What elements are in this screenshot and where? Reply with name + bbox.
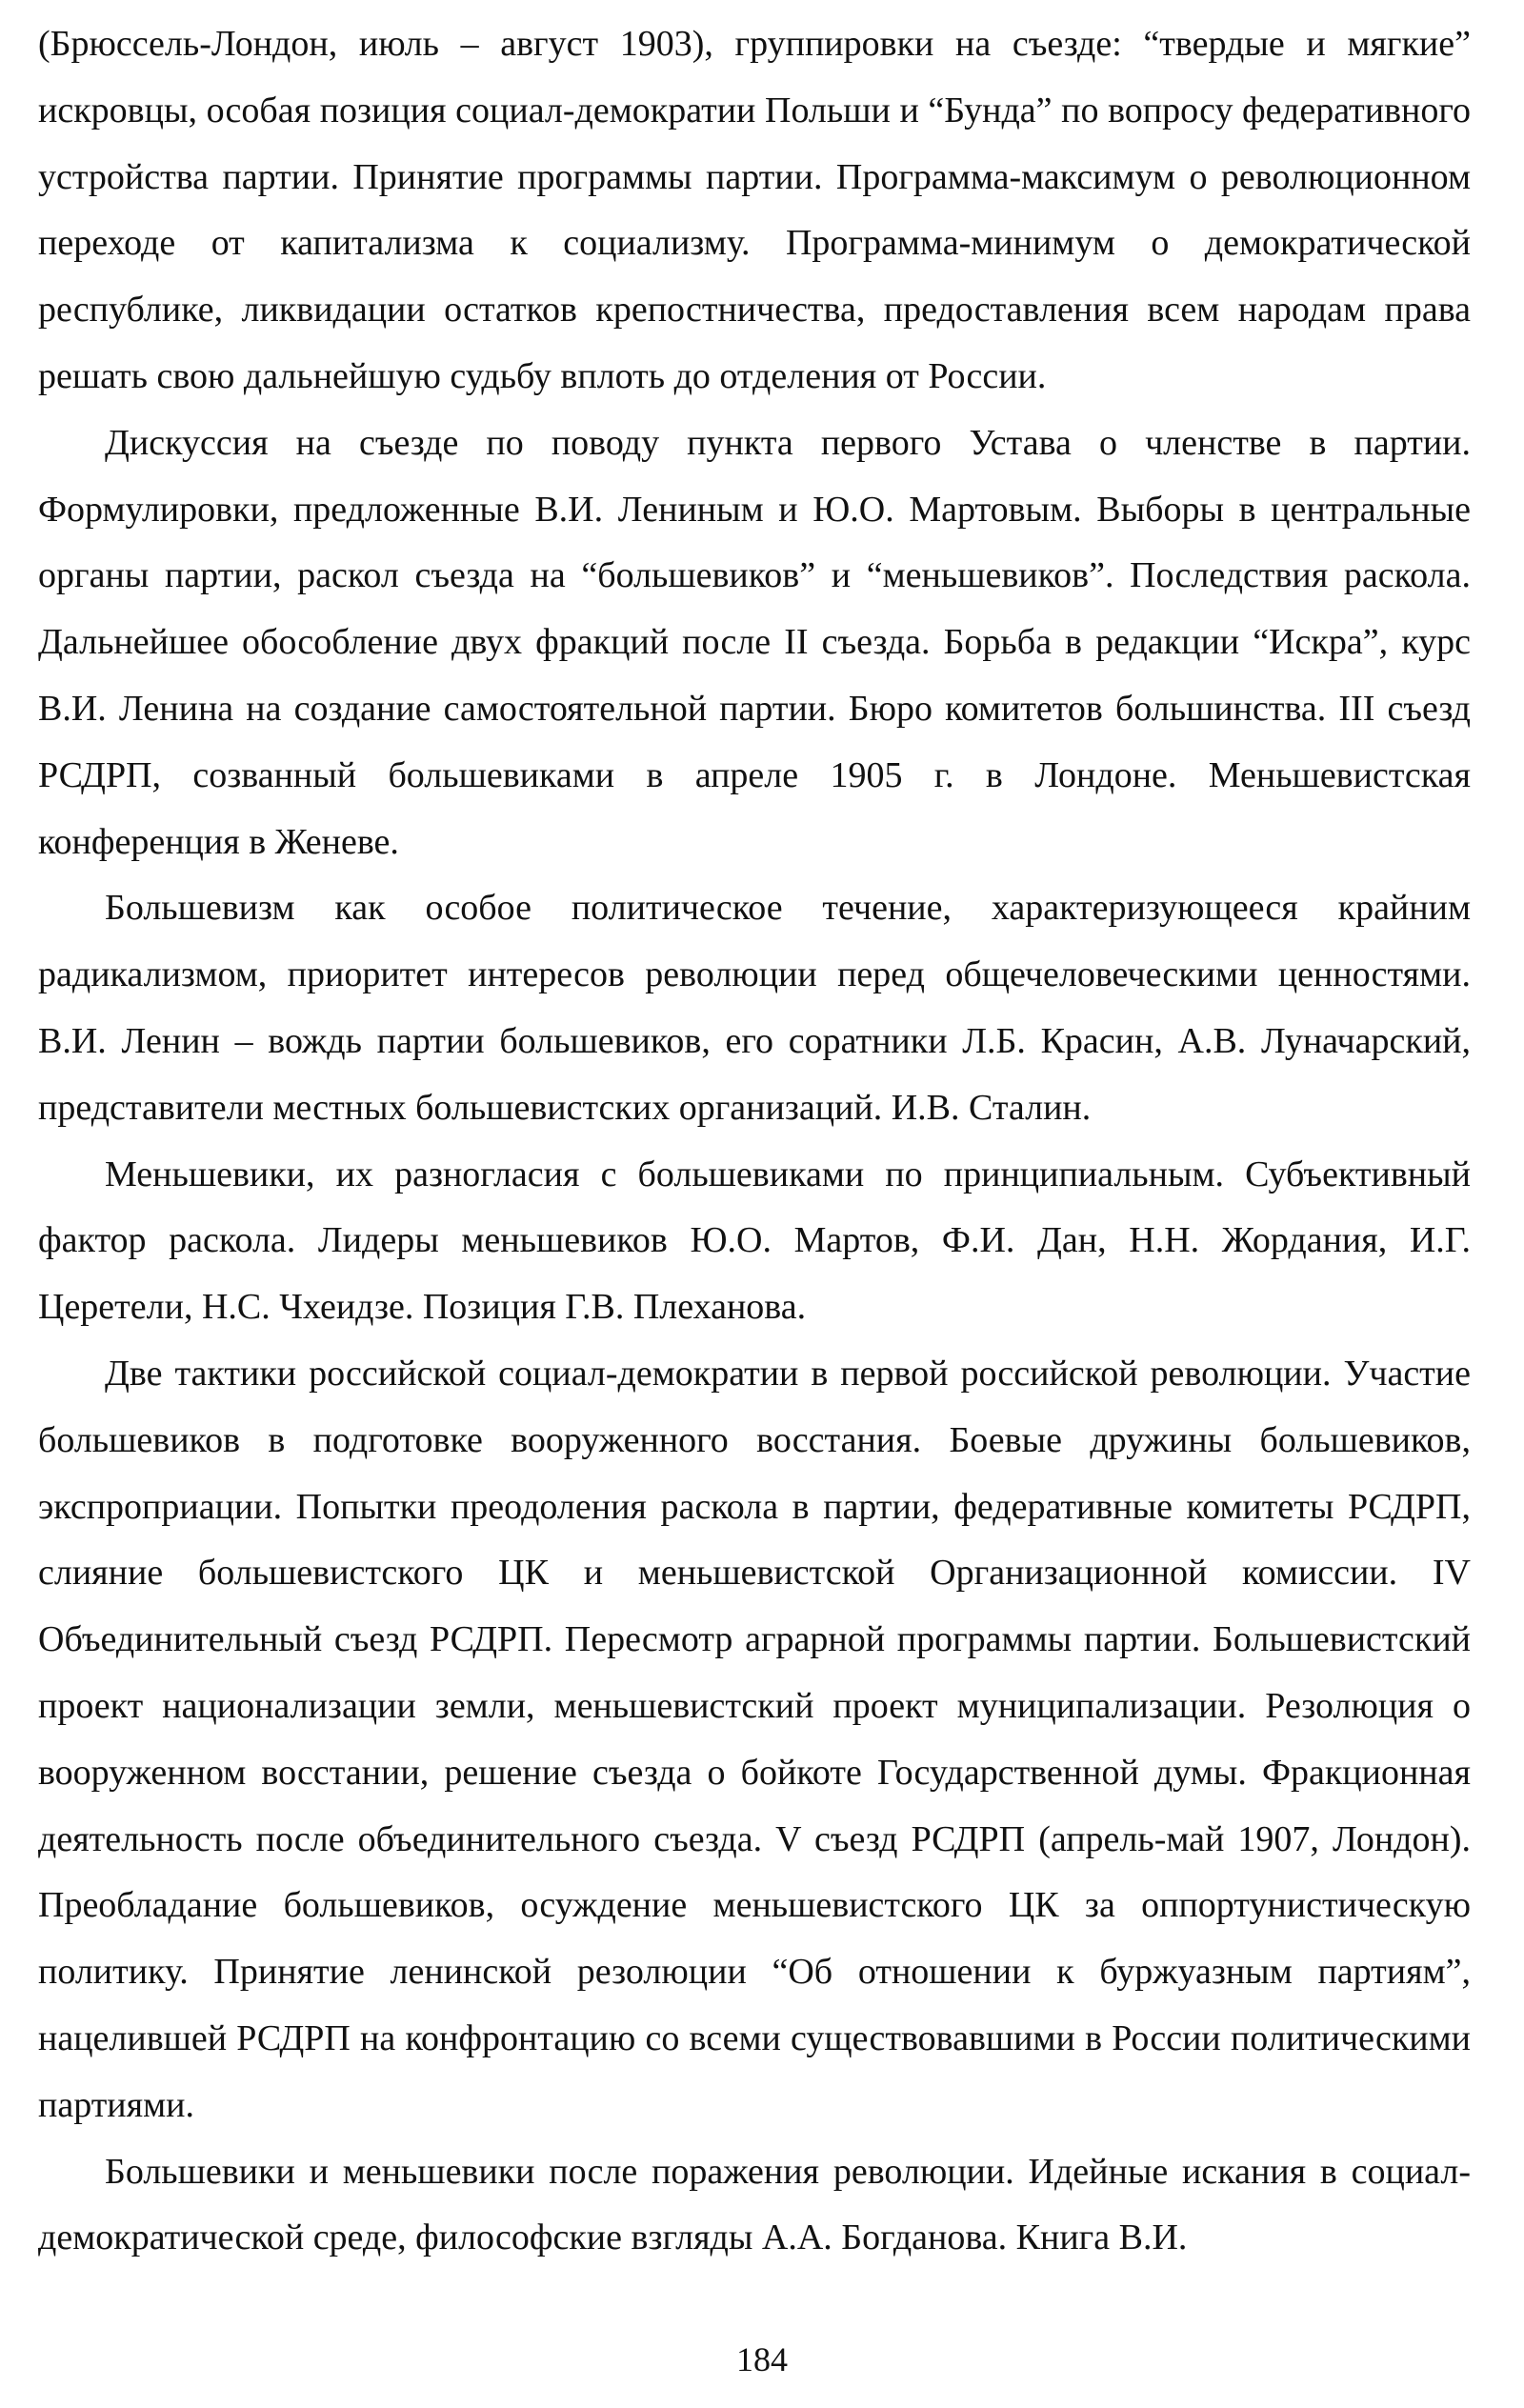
- paragraph: Дискуссия на съезде по поводу пункта первого Устава о членстве в партии. Формулировки, предложенные В.И. Лениным и Ю.О. Мартовым. Выборы в центральные органы партии, раскол съезда на “большевиков” и “меньшевиков”. Последствия раскола. Дальнейшее обособление двух фракций после II съезда. Борьба в редакции “Искра”, курс В.И. Ленина на создание самостоятельной партии. Бюро комитетов большинства. III съезд РСДРП, созванный большевиками в апреле 1905 г. в Лондоне. Меньшевистская конференция в Женеве.: [38, 422, 1471, 862]
- body-text: [38, 11, 1471, 2272]
- paragraph: Большевики и меньшевики после поражения революции. Идейные искания в социал-демократической среде, философские взгляды А.А. Богданова. Книга В.И.: [38, 2151, 1471, 2258]
- paragraph: Большевизм как особое политическое течение, характеризующееся крайним радикализмом, приоритет интересов революции перед общечеловеческими ценностями. В.И. Ленин – вождь партии большевиков, его соратники Л.Б. Красин, А.В. Луначарский, представители местных большевистских организаций. И.В. Сталин.: [38, 888, 1471, 1128]
- paragraph: Две тактики российской социал-демократии в первой российской революции. Участие большевиков в подготовке вооруженного восстания. Боевые дружины большевиков, экспроприации. Попытки преодоления раскола в партии, федеративные комитеты РСДРП, слияние большевистского ЦК и меньшевистской Организационной комиссии. IV Объединительный съезд РСДРП. Пересмотр аграрной программы партии. Большевистский проект национализации земли, меньшевистский проект муниципализации. Резолюция о вооруженном восстании, решение съезда о бойкоте Государственной думы. Фракционная деятельность после объединительного съезда. V съезд РСДРП (апрель-май 1907, Лондон). Преобладание большевиков, осуждение меньшевистского ЦК за оппортунистическую политику. Принятие ленинской резолюции “Об отношении к буржуазным партиям”, нацелившей РСДРП на конфронтацию со всеми существовавшими в России политическими партиями.: [38, 1353, 1471, 2125]
- paragraph-continuation: (Брюссель-Лондон, июль – август 1903), группировки на съезде: “твердые и мягкие” искровцы, особая позиция социал-демократии Польши и “Бунда” по вопросу федеративного устройства партии. Принятие программы партии. Программа-максимум о революционном переходе от капитализма к социализму. Программа-минимум о демократической республике, ликвидации остатков крепостничества, предоставления всем народам права решать свою дальнейшую судьбу вплоть до отделения от России.: [38, 24, 1471, 396]
- page-number: 184: [736, 2340, 788, 2378]
- paragraph: Меньшевики, их разногласия с большевиками по принципиальным. Субъективный фактор раскола. Лидеры меньшевиков Ю.О. Мартов, Ф.И. Дан, Н.Н. Жордания, И.Г. Церетели, Н.С. Чхеидзе. Позиция Г.В. Плеханова.: [38, 1154, 1471, 1328]
